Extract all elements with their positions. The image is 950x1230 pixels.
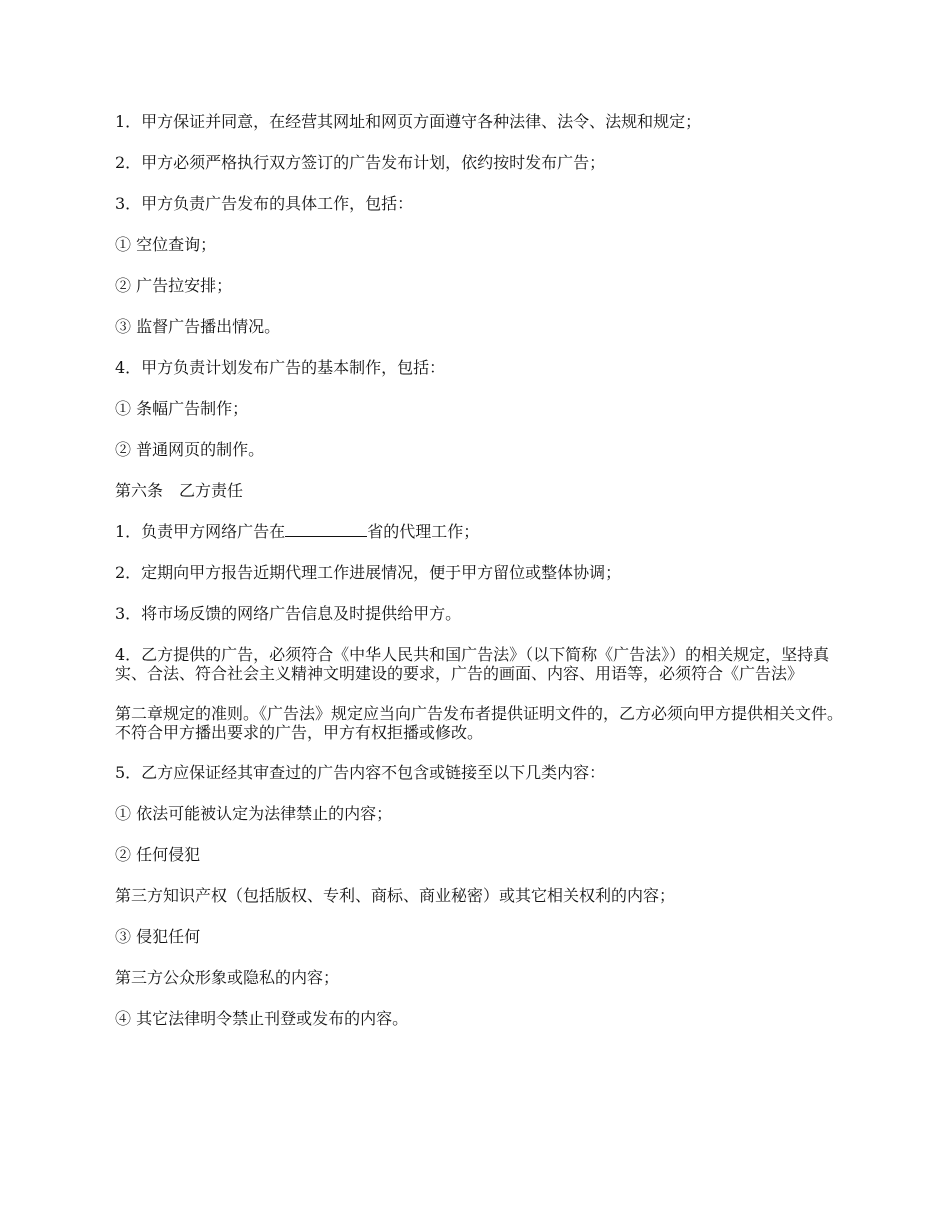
fill-in-blank <box>285 522 367 537</box>
paragraph: 2．定期向甲方报告近期代理工作进展情况，便于甲方留位或整体协调； <box>115 563 622 582</box>
paragraph: ③ 监督广告播出情况。 <box>115 317 281 336</box>
paragraph: ① 空位查询； <box>115 235 217 254</box>
agency-clause <box>115 522 845 541</box>
paragraph: 第二章规定的准则。《广告法》规定应当向广告发布者提供证明文件的，乙方必须向甲方提供相关文件。不符合甲方播出要求的广告，甲方有权拒播或修改。 <box>115 704 844 742</box>
paragraph: ② 普通网页的制作。 <box>115 440 265 459</box>
paragraph: 1．甲方保证并同意，在经营其网址和网页方面遵守各种法律、法令、法规和规定； <box>115 112 702 131</box>
paragraph: 第三方知识产权（包括版权、专利、商标、商业秘密）或其它相关权利的内容； <box>115 886 676 905</box>
paragraph: ② 广告拉安排； <box>115 276 233 295</box>
paragraph: 第三方公众形象或隐私的内容； <box>115 968 340 987</box>
paragraph: 4．乙方提供的广告，必须符合《中华人民共和国广告法》（以下简称《广告法》）的相关规定，坚持真实、合法、符合社会主义精神文明建设的要求，广告的画面、内容、用语等，必须符合《广告法》 <box>115 645 830 683</box>
paragraph: ② 任何侵犯 <box>115 845 201 864</box>
document-body <box>115 112 845 1050</box>
paragraph: ③ 侵犯任何 <box>115 927 201 946</box>
section-heading: 第六条 乙方责任 <box>115 481 244 500</box>
paragraph: 3．甲方负责广告发布的具体工作，包括： <box>115 194 414 213</box>
paragraph: 4．甲方负责计划发布广告的基本制作，包括： <box>115 358 446 377</box>
agency-clause-suffix: 省的代理工作； <box>367 522 480 541</box>
paragraph: ④ 其它法律明令禁止刊登或发布的内容。 <box>115 1009 409 1028</box>
paragraph: ① 条幅广告制作； <box>115 399 249 418</box>
paragraph: ① 依法可能被认定为法律禁止的内容； <box>115 804 393 823</box>
agency-clause-prefix: 1．负责甲方网络广告在 <box>115 522 286 541</box>
paragraph: 5．乙方应保证经其审查过的广告内容不包含或链接至以下几类内容： <box>115 763 606 782</box>
paragraph: 3．将市场反馈的网络广告信息及时提供给甲方。 <box>115 604 462 623</box>
paragraph: 2．甲方必须严格执行双方签订的广告发布计划，依约按时发布广告； <box>115 153 606 172</box>
